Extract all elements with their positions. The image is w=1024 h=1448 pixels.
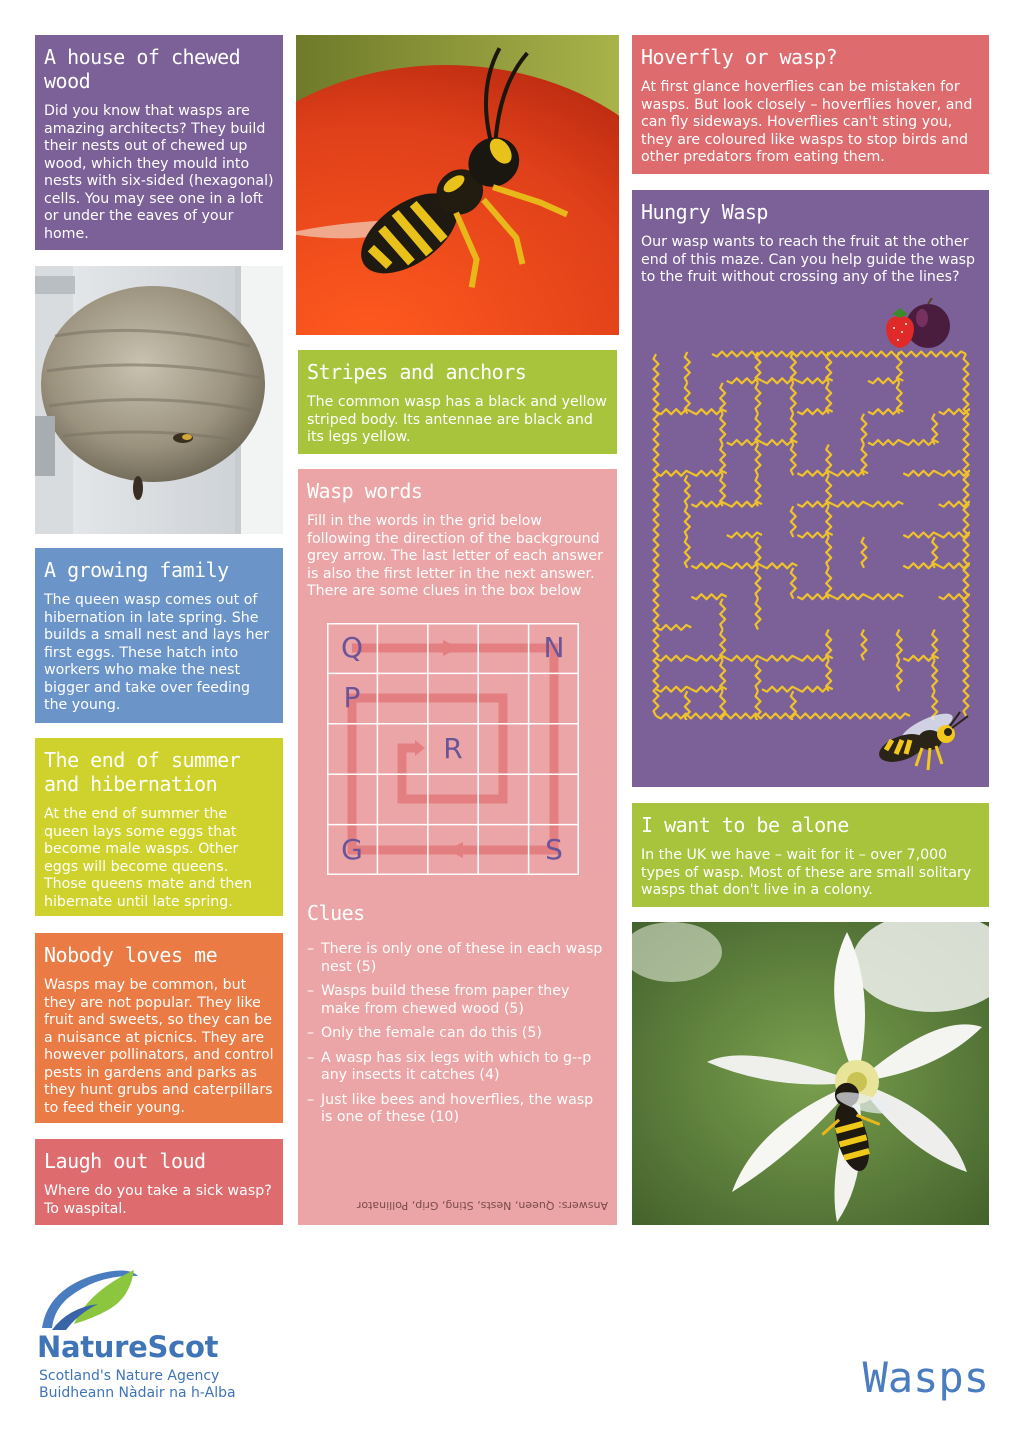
clue-item: – Only the female can do this (5) bbox=[307, 1025, 607, 1043]
hungry-title: Hungry Wasp bbox=[641, 200, 768, 224]
word-grid bbox=[327, 623, 579, 875]
family-box bbox=[35, 548, 283, 723]
page-title: Wasps bbox=[862, 1353, 989, 1402]
clue-item: – Wasps build these from paper they make from chewed wood (5) bbox=[307, 983, 607, 1018]
laugh-box bbox=[35, 1139, 283, 1225]
grid-letter-p: P bbox=[343, 681, 361, 714]
clues-title: Clues bbox=[307, 901, 365, 925]
alone-box bbox=[632, 803, 989, 907]
brand-tagline-gd: Buidheann Nàdair na h-Alba bbox=[39, 1385, 236, 1401]
alone-text: In the UK we have – wait for it – over 7,000 types of wasp. Most of these are small solitary wasps that don't live in a colony. bbox=[641, 847, 972, 898]
laugh-text: Where do you take a sick wasp? To waspital. bbox=[44, 1183, 272, 1217]
laugh-title: Laugh out loud bbox=[44, 1149, 206, 1173]
grid-letter-g: G bbox=[341, 833, 363, 866]
hungry-box bbox=[632, 190, 989, 787]
clue-item: – A wasp has six legs with which to g--p any insects it catches (4) bbox=[307, 1050, 607, 1085]
wasp-icon bbox=[872, 710, 972, 775]
brand-tagline-en: Scotland's Nature Agency bbox=[39, 1368, 220, 1384]
alone-title: I want to be alone bbox=[641, 813, 849, 837]
brand-name: NatureScot bbox=[37, 1330, 219, 1364]
words-box bbox=[298, 469, 617, 1225]
house-title: A house of chewed wood bbox=[44, 45, 241, 93]
naturescot-logo bbox=[38, 1268, 142, 1330]
clues-list bbox=[307, 941, 607, 1134]
words-text: Fill in the words in the grid below following the direction of the background grey arrow. The last letter of each answer is also the first letter in the next answer. There are some clues in the box below bbox=[307, 513, 603, 599]
house-box bbox=[35, 35, 283, 250]
nobody-box bbox=[35, 933, 283, 1123]
wasp-on-flower-photo bbox=[632, 922, 989, 1225]
maze bbox=[652, 350, 970, 720]
wasp-on-fruit-photo bbox=[296, 35, 619, 335]
hoverfly-title: Hoverfly or wasp? bbox=[641, 45, 838, 69]
stripes-box bbox=[298, 350, 617, 454]
family-text: The queen wasp comes out of hibernation in late spring. She builds a small nest and lays her first eggs. These hatch into workers who make the nest bigger and take over feeding the young. bbox=[44, 592, 270, 713]
hoverfly-text: At first glance hoverflies can be mistaken for wasps. But look closely – hoverflies hover, and can fly sideways. Hoverflies can't sting you, they are coloured like wasps to stop birds and other predators from eating them. bbox=[641, 79, 973, 165]
grid-letter-r: R bbox=[443, 732, 463, 765]
nobody-text: Wasps may be common, but they are not popular. They like fruit and sweets, so they can be a nuisance at picnics. They are however pollinators, and control pests in gardens and parks as they hunt grubs and caterpillars to feed their young. bbox=[44, 977, 274, 1116]
stripes-title: Stripes and anchors bbox=[307, 360, 527, 384]
hoverfly-box bbox=[632, 35, 989, 174]
answers-upside-down: Answers: Queen, Nests, Sting, Grip, Pollinator bbox=[356, 1199, 608, 1212]
family-title: A growing family bbox=[44, 558, 229, 582]
summer-title: The end of summer and hibernation bbox=[44, 748, 241, 796]
grid-letter-s: S bbox=[545, 833, 563, 866]
fruit-icon bbox=[884, 298, 954, 352]
clue-item: – Just like bees and hoverflies, the wasp is one of these (10) bbox=[307, 1092, 607, 1127]
summer-text: At the end of summer the queen lays some eggs that become male wasps. Other eggs will become queens. Those queens mate and then hibernate until late spring. bbox=[44, 806, 253, 910]
nobody-title: Nobody loves me bbox=[44, 943, 218, 967]
hungry-text: Our wasp wants to reach the fruit at the other end of this maze. Can you help guide the wasp to the fruit without crossing any of the lines? bbox=[641, 234, 976, 285]
clue-item: – There is only one of these in each wasp nest (5) bbox=[307, 941, 607, 976]
grid-letter-q: Q bbox=[340, 631, 364, 664]
wasp-nest-photo bbox=[35, 266, 283, 534]
grid-letter-n: N bbox=[543, 631, 565, 664]
house-text: Did you know that wasps are amazing architects? They build their nests out of chewed up wood, which they mould into nests with six-sided (hexagonal) cells. You may see one in a loft or under the eaves of your home. bbox=[44, 103, 274, 242]
stripes-text: The common wasp has a black and yellow striped body. Its antennae are black and its legs yellow. bbox=[307, 394, 607, 445]
words-title: Wasp words bbox=[307, 479, 423, 503]
summer-box bbox=[35, 738, 283, 916]
